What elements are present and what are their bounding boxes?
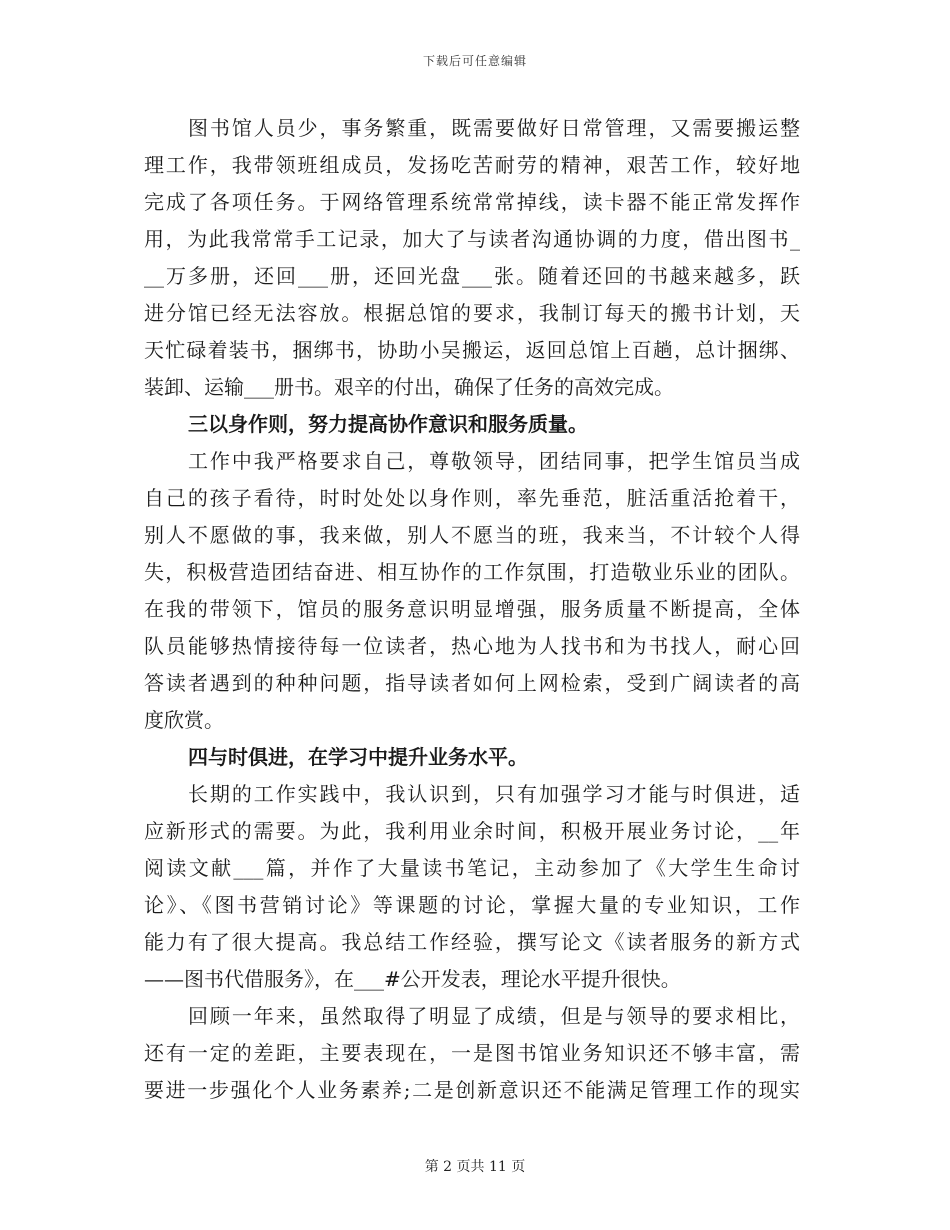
paragraph-line: 长期的工作实践中，我认识到，只有加强学习才能与时俱进，适 [188,782,800,806]
paragraph-line: 答读者遇到的种种问题，指导读者如何上网检索，受到广阔读者的高 [144,671,800,695]
paragraph-line: 进分馆已经无法容放。根据总馆的要求，我制订每天的搬书计划，天 [144,301,800,325]
paragraph-line: 用，为此我常常手工记录，加大了与读者沟通协调的力度，借出图书_ [144,227,800,251]
section-heading [144,741,800,778]
paragraph-line: 回顾一年来，虽然取得了明显了成绩，但是与领导的要求相比， [188,1004,800,1028]
paragraph-line: 自己的孩子看待，时时处处以身作则，率先垂范，脏活重活抢着干， [144,486,800,510]
page-header: 下载后可任意编辑 [422,54,527,68]
paragraph-line: 要进一步强化个人业务素养;二是创新意识还不能满足管理工作的现实 [144,1078,800,1102]
paragraph-line: 装卸、运输___册书。艰辛的付出，确保了任务的高效完成。 [144,375,674,399]
paragraph-line: 在我的带领下，馆员的服务意识明显增强，服务质量不断提高，全体 [144,597,800,621]
paragraph-line: 图书馆人员少，事务繁重，既需要做好日常管理，又需要搬运整 [188,116,800,140]
heading-text: 四与时俱进，在学习中提升业务水平。 [188,745,528,769]
paragraph-line: 理工作，我带领班组成员，发扬吃苦耐劳的精神，艰苦工作，较好地 [144,153,800,177]
paragraph-line: 应新形式的需要。为此，我利用业余时间，积极开展业务讨论，__年 [144,819,800,843]
document-body [144,112,800,1111]
paragraph-line: 能力有了很大提高。我总结工作经验，撰写论文《读者服务的新方式 [144,930,800,954]
paragraph-line: ——图书代借服务》，在___#公开发表，理论水平提升很快。 [144,967,681,991]
paragraph-line: 还有一定的差距，主要表现在，一是图书馆业务知识还不够丰富，需 [144,1041,800,1065]
paragraph [144,445,800,741]
paragraph-line: 队员能够热情接待每一位读者，热心地为人找书和为书找人，耐心回 [144,634,800,658]
paragraph-line: 完成了各项任务。于网络管理系统常常掉线，读卡器不能正常发挥作 [144,190,800,214]
paragraph-line: 阅读文献___篇，并作了大量读书笔记，主动参加了《大学生生命讨 [144,856,800,880]
heading-text: 三以身作则，努力提高协作意识和服务质量。 [188,412,588,436]
paragraph-line: 天忙碌着装书，捆绑书，协助小吴搬运，返回总馆上百趟，总计捆绑、 [144,338,800,362]
paragraph [144,778,800,1000]
paragraph-line: 论》、《图书营销讨论》等课题的讨论，掌握大量的专业知识，工作 [144,893,800,917]
page-footer: 第 2 页共 11 页 [424,1159,526,1175]
paragraph-line: 别人不愿做的事，我来做，别人不愿当的班，我来当，不计较个人得 [144,523,800,547]
section-heading [144,408,800,445]
paragraph [144,112,800,408]
paragraph-line: 工作中我严格要求自己，尊敬领导，团结同事，把学生馆员当成 [188,449,800,473]
paragraph-line: __万多册，还回___册，还回光盘___张。随着还回的书越来越多，跃 [144,264,800,288]
paragraph-line: 度欣赏。 [144,708,224,732]
paragraph-line: 失，积极营造团结奋进、相互协作的工作氛围，打造敬业乐业的团队。 [144,560,800,584]
paragraph [144,1000,800,1111]
